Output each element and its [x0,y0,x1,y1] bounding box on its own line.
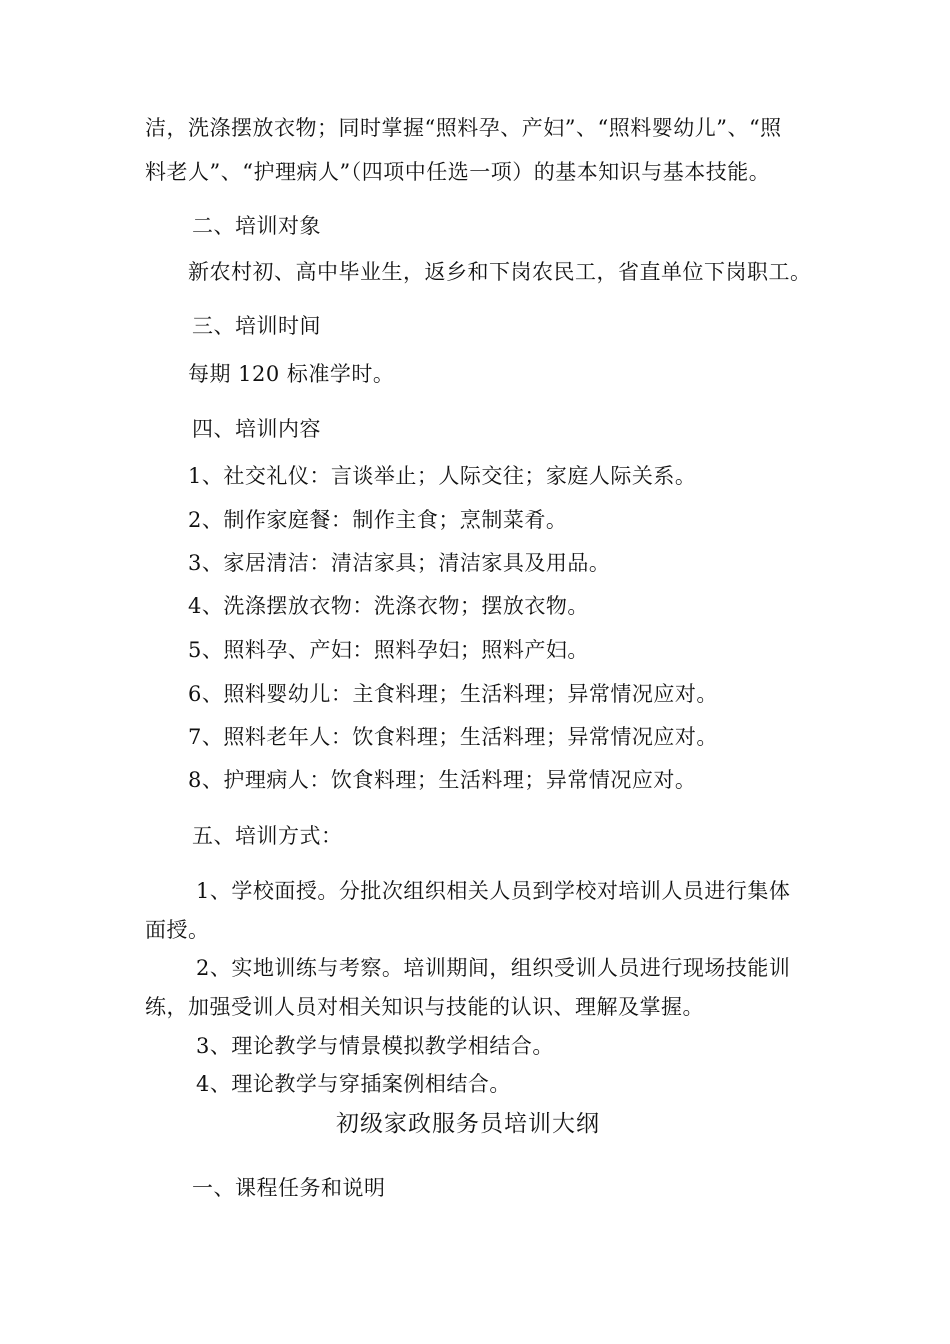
section-heading-time: 三、培训时间 [192,314,321,338]
section-text-target: 新农村初、高中毕业生，返乡和下岗农民工，省直单位下岗职工。 [188,260,812,284]
content-item-5: 5、照料孕、产妇：照料孕妇；照料产妇。 [188,638,589,662]
content-item-2: 2、制作家庭餐：制作主食；烹制菜肴。 [188,508,568,532]
method-item-1-line-2: 面授。 [145,918,210,942]
outline-title: 初级家政服务员培训大纲 [336,1111,600,1137]
content-item-1: 1、社交礼仪：言谈举止；人际交往；家庭人际关系。 [188,464,697,488]
intro-line-2: 料老人”、“护理病人”（四项中任选一项）的基本知识与基本技能。 [145,160,771,184]
section-heading-method: 五、培训方式： [192,824,343,848]
content-item-3: 3、家居清洁：清洁家具；清洁家具及用品。 [188,551,611,575]
section-text-time: 每期 120 标准学时。 [188,362,395,386]
section-heading-target: 二、培训对象 [192,214,321,238]
method-item-4: 4、理论教学与穿插案例相结合。 [196,1072,511,1096]
method-item-1-line-1: 1、学校面授。分批次组织相关人员到学校对培训人员进行集体 [196,879,791,903]
content-item-6: 6、照料婴幼儿：主食料理；生活料理；异常情况应对。 [188,682,718,706]
content-item-8: 8、护理病人：饮食料理；生活料理；异常情况应对。 [188,768,697,792]
method-item-3: 3、理论教学与情景模拟教学相结合。 [196,1034,554,1058]
content-item-4: 4、洗涤摆放衣物：洗涤衣物；摆放衣物。 [188,594,589,618]
content-item-7: 7、照料老年人：饮食料理；生活料理；异常情况应对。 [188,725,718,749]
section-heading-content: 四、培训内容 [192,417,321,441]
method-item-2-line-1: 2、实地训练与考察。培训期间，组织受训人员进行现场技能训 [196,956,791,980]
outline-heading-1: 一、课程任务和说明 [192,1176,386,1200]
intro-line-1: 洁，洗涤摆放衣物；同时掌握“照料孕、产妇”、“照料婴幼儿”、“照 [145,116,782,140]
method-item-2-line-2: 练，加强受训人员对相关知识与技能的认识、理解及掌握。 [145,995,704,1019]
